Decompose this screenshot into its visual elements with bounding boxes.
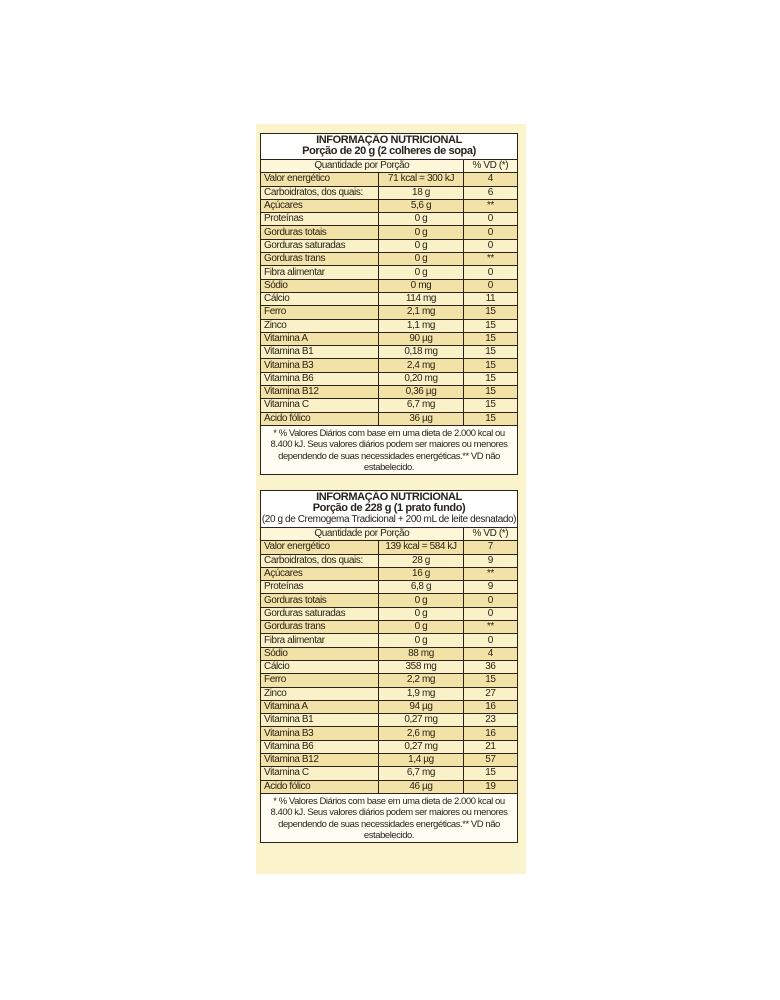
table-row (261, 292, 517, 305)
nutrient-name: Gorduras saturadas (261, 607, 379, 620)
nutrient-vd: 0 (463, 279, 517, 292)
table-row (261, 607, 517, 620)
nutrient-amount: 0 mg (379, 279, 463, 292)
nutrient-name: Sódio (261, 647, 379, 660)
nutrient-name: Vitamina B12 (261, 754, 379, 767)
table-row (261, 399, 517, 412)
table-row (261, 660, 517, 673)
nutrient-vd: 21 (463, 740, 517, 753)
nutrient-name: Carboidratos, dos quais: (261, 186, 379, 199)
table-row (261, 253, 517, 266)
quantity-header: Quantidade por Porção (261, 528, 463, 541)
nutrient-vd: 15 (463, 399, 517, 412)
nutrient-amount: 1,4 µg (379, 754, 463, 767)
nutrient-name: Ácido fólico (261, 412, 379, 425)
nutrient-name: Açúcares (261, 567, 379, 580)
nutrient-name: Ácido fólico (261, 780, 379, 793)
nutrient-amount: 0 g (379, 607, 463, 620)
nutrient-vd: 4 (463, 647, 517, 660)
nutrient-amount: 0 g (379, 634, 463, 647)
nutrient-vd: 9 (463, 554, 517, 567)
nutrient-vd: 9 (463, 581, 517, 594)
nutrient-vd: 15 (463, 306, 517, 319)
nutrient-vd: 0 (463, 226, 517, 239)
portion-size: Porção de 20 g (2 colheres de sopa) (302, 145, 476, 157)
nutrition-panel-prepared (260, 490, 518, 858)
nutrient-vd: 36 (463, 660, 517, 673)
nutrient-vd: ** (463, 253, 517, 266)
table-row (261, 740, 517, 753)
table-row (261, 213, 517, 226)
nutrient-name: Gorduras saturadas (261, 239, 379, 252)
nutrient-amount: 6,8 g (379, 581, 463, 594)
nutrient-name: Fibra alimentar (261, 634, 379, 647)
nutrient-amount: 2,1 mg (379, 306, 463, 319)
nutrient-vd: 19 (463, 780, 517, 793)
table-row (261, 386, 517, 399)
nutrient-vd: 0 (463, 607, 517, 620)
nutrient-amount: 46 µg (379, 780, 463, 793)
nutrient-name: Ferro (261, 674, 379, 687)
nutrient-amount: 0,18 mg (379, 346, 463, 359)
nutrient-name: Vitamina B6 (261, 740, 379, 753)
nutrient-amount: 0 g (379, 213, 463, 226)
nutrient-name: Proteínas (261, 213, 379, 226)
table-row (261, 581, 517, 594)
nutrient-amount: 2,2 mg (379, 674, 463, 687)
nutrient-name: Açúcares (261, 199, 379, 212)
nutrient-name: Vitamina A (261, 700, 379, 713)
nutrient-vd: ** (463, 621, 517, 634)
nutrient-name: Vitamina C (261, 767, 379, 780)
nutrient-amount: 0,27 mg (379, 714, 463, 727)
panel-header (260, 490, 518, 527)
nutrient-vd: 15 (463, 319, 517, 332)
nutrient-amount: 358 mg (379, 660, 463, 673)
portion-size: Porção de 228 g (1 prato fundo) (312, 502, 466, 514)
nutrient-vd: 57 (463, 754, 517, 767)
nutrient-vd: 15 (463, 332, 517, 345)
nutrient-vd: 0 (463, 266, 517, 279)
nutrition-table (260, 527, 518, 794)
nutrient-amount: 36 µg (379, 412, 463, 425)
nutrient-vd: 15 (463, 346, 517, 359)
nutrient-amount: 0 g (379, 239, 463, 252)
vd-header: % VD (*) (463, 528, 517, 541)
nutrient-amount: 0,36 µg (379, 386, 463, 399)
nutrient-amount: 90 µg (379, 332, 463, 345)
table-row (261, 594, 517, 607)
nutrient-name: Cálcio (261, 292, 379, 305)
nutrient-amount: 139 kcal = 584 kJ (379, 541, 463, 554)
table-row (261, 199, 517, 212)
nutrient-amount: 114 mg (379, 292, 463, 305)
nutrient-name: Vitamina B6 (261, 372, 379, 385)
nutrient-vd: 0 (463, 634, 517, 647)
table-row (261, 780, 517, 793)
nutrient-rows (261, 173, 517, 425)
panel-header (260, 133, 518, 159)
quantity-header: Quantidade por Porção (261, 160, 463, 173)
nutrient-name: Gorduras totais (261, 594, 379, 607)
table-row (261, 647, 517, 660)
table-row (261, 687, 517, 700)
nutrient-vd: 15 (463, 372, 517, 385)
nutrient-vd: 0 (463, 213, 517, 226)
nutrient-name: Zinco (261, 687, 379, 700)
nutrient-vd: 15 (463, 767, 517, 780)
table-row (261, 412, 517, 425)
nutrient-name: Ferro (261, 306, 379, 319)
table-row (261, 226, 517, 239)
table-row (261, 727, 517, 740)
nutrient-vd: 16 (463, 700, 517, 713)
nutrient-vd: 15 (463, 674, 517, 687)
nutrient-name: Vitamina B12 (261, 386, 379, 399)
nutrient-name: Vitamina B3 (261, 727, 379, 740)
nutrient-amount: 0 g (379, 226, 463, 239)
nutrient-amount: 0 g (379, 594, 463, 607)
table-row (261, 767, 517, 780)
nutrient-name: Fibra alimentar (261, 266, 379, 279)
nutrient-vd: 15 (463, 386, 517, 399)
nutrient-vd: 6 (463, 186, 517, 199)
nutrient-amount: 6,7 mg (379, 767, 463, 780)
nutrient-amount: 0 g (379, 266, 463, 279)
nutrient-amount: 5,6 g (379, 199, 463, 212)
nutrient-amount: 94 µg (379, 700, 463, 713)
panel-title: INFORMAÇÃO NUTRICIONAL (316, 491, 462, 503)
nutrient-vd: 16 (463, 727, 517, 740)
table-row (261, 173, 517, 186)
nutrient-name: Gorduras trans (261, 253, 379, 266)
table-row (261, 306, 517, 319)
nutrient-name: Gorduras totais (261, 226, 379, 239)
nutrient-vd: 4 (463, 173, 517, 186)
nutrient-amount: 71 kcal = 300 kJ (379, 173, 463, 186)
nutrient-name: Carboidratos, dos quais: (261, 554, 379, 567)
nutrient-vd: 15 (463, 359, 517, 372)
table-row (261, 186, 517, 199)
table-row (261, 266, 517, 279)
nutrient-vd: 15 (463, 412, 517, 425)
nutrient-vd: 0 (463, 239, 517, 252)
panel-title: INFORMAÇÃO NUTRICIONAL (316, 134, 462, 146)
table-row (261, 674, 517, 687)
table-row (261, 554, 517, 567)
nutrient-name: Valor energético (261, 173, 379, 186)
nutrient-name: Vitamina B1 (261, 714, 379, 727)
nutrient-amount: 0 g (379, 621, 463, 634)
table-row (261, 372, 517, 385)
table-row (261, 359, 517, 372)
nutrient-vd: 7 (463, 541, 517, 554)
table-row (261, 754, 517, 767)
nutrient-name: Valor energético (261, 541, 379, 554)
table-row (261, 567, 517, 580)
nutrient-amount: 2,6 mg (379, 727, 463, 740)
nutrient-vd: 23 (463, 714, 517, 727)
nutrient-name: Zinco (261, 319, 379, 332)
table-row (261, 714, 517, 727)
nutrient-amount: 2,4 mg (379, 359, 463, 372)
table-row (261, 541, 517, 554)
nutrient-amount: 88 mg (379, 647, 463, 660)
nutrient-amount: 1,9 mg (379, 687, 463, 700)
table-row (261, 279, 517, 292)
footnote: * % Valores Diários com base em uma dieta de 2.000 kcal ou 8.400 kJ. Seus valores diários podem ser maiores ou menores dependendo de suas necessidades energéticas.** VD não estabelecido. (260, 794, 518, 843)
vd-header: % VD (*) (463, 160, 517, 173)
table-row (261, 621, 517, 634)
nutrient-name: Sódio (261, 279, 379, 292)
nutrient-rows (261, 541, 517, 793)
nutrition-panel-portion (260, 133, 518, 489)
nutrient-vd: 11 (463, 292, 517, 305)
nutrient-name: Vitamina A (261, 332, 379, 345)
table-row (261, 239, 517, 252)
nutrient-vd: ** (463, 567, 517, 580)
nutrient-vd: ** (463, 199, 517, 212)
nutrient-vd: 27 (463, 687, 517, 700)
nutrient-name: Vitamina B3 (261, 359, 379, 372)
nutrient-name: Vitamina C (261, 399, 379, 412)
nutrition-table (260, 159, 518, 426)
nutrient-vd: 0 (463, 594, 517, 607)
nutrient-name: Cálcio (261, 660, 379, 673)
nutrient-name: Gorduras trans (261, 621, 379, 634)
nutrient-amount: 0 g (379, 253, 463, 266)
footnote: * % Valores Diários com base em uma dieta de 2.000 kcal ou 8.400 kJ. Seus valores diários podem ser maiores ou menores dependendo de suas necessidades energéticas.** VD não estabelecido. (260, 426, 518, 475)
nutrient-amount: 0,20 mg (379, 372, 463, 385)
portion-composition: (20 g de Cremogema Tradicional + 200 mL de leite desnatado) (261, 514, 517, 525)
nutrient-amount: 6,7 mg (379, 399, 463, 412)
nutrient-amount: 16 g (379, 567, 463, 580)
nutrient-amount: 0,27 mg (379, 740, 463, 753)
table-row (261, 346, 517, 359)
nutrient-amount: 28 g (379, 554, 463, 567)
nutrient-amount: 1,1 mg (379, 319, 463, 332)
table-row (261, 319, 517, 332)
table-row (261, 634, 517, 647)
table-row (261, 332, 517, 345)
nutrient-amount: 18 g (379, 186, 463, 199)
nutrient-name: Vitamina B1 (261, 346, 379, 359)
table-row (261, 700, 517, 713)
nutrient-name: Proteínas (261, 581, 379, 594)
